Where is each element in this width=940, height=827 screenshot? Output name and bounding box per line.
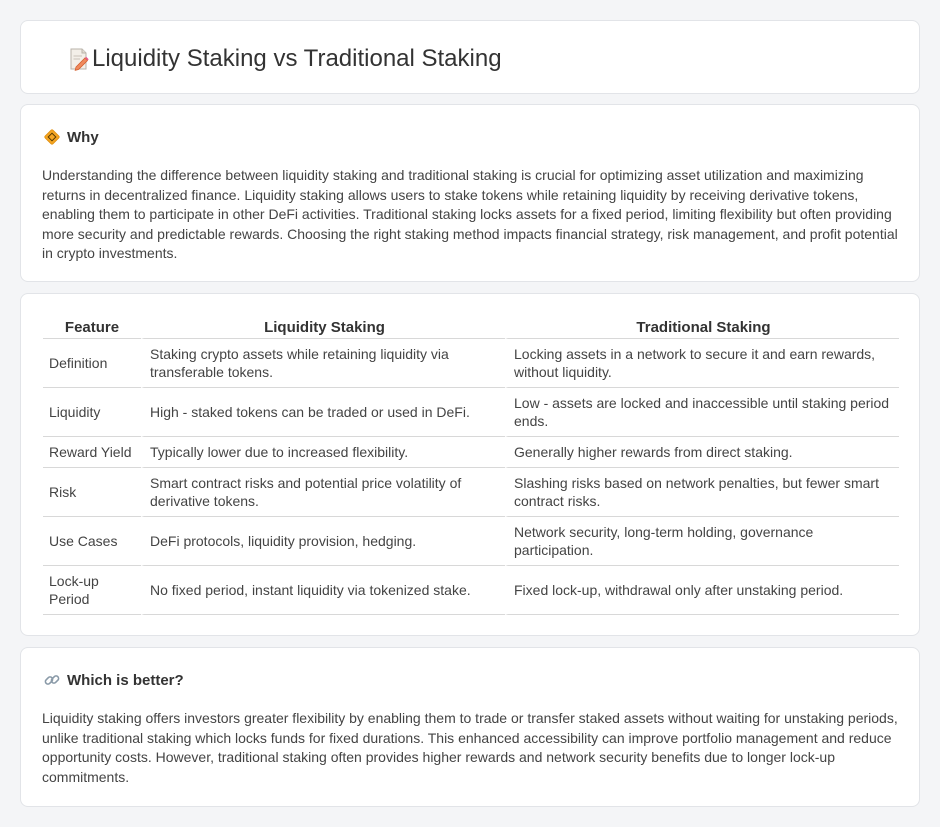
- liquidity-staking-cell: Smart contract risks and potential price volatility of derivative tokens.: [141, 468, 505, 517]
- feature-cell: Reward Yield: [43, 437, 141, 468]
- which-heading: Which is better?: [67, 671, 184, 689]
- which-text: Liquidity staking offers investors greater flexibility by enabling them to trade or transfer staked assets without waiting for unstaking periods, unlike traditional staking which locks funds for fixed durations. This enhanced accessibility can improve portfolio management and reduce opportunity costs. However, traditional staking often provides higher rewards and network security benefits due to longer lock-up commitments.: [42, 710, 898, 785]
- diamond-sign-icon: [43, 128, 61, 146]
- liquidity-staking-cell: Staking crypto assets while retaining liquidity via transferable tokens.: [141, 339, 505, 388]
- traditional-staking-cell: Locking assets in a network to secure it and earn rewards, without liquidity.: [505, 339, 899, 388]
- liquidity-staking-cell: High - staked tokens can be traded or used in DeFi.: [141, 388, 505, 437]
- feature-cell: Lock-up Period: [43, 566, 141, 615]
- traditional-staking-cell: Low - assets are locked and inaccessible until staking period ends.: [505, 388, 899, 437]
- table-header-row: [43, 315, 899, 339]
- table-row: [43, 468, 899, 517]
- feature-cell: Use Cases: [43, 517, 141, 566]
- why-header: [43, 128, 99, 146]
- document-edit-icon: [68, 47, 90, 71]
- table-row: [43, 388, 899, 437]
- page-title: Liquidity Staking vs Traditional Staking: [92, 45, 502, 72]
- table-row: [43, 437, 899, 468]
- why-text: Understanding the difference between liquidity staking and traditional staking is crucial for optimizing asset utilization and maximizing returns in decentralized finance. Liquidity staking allows users to stake tokens while retaining liquidity by receiving derivative tokens, enabling them to participate in other DeFi activities. Traditional staking locks assets for a fixed period, limiting flexibility but often providing more security and predictable rewards. Choosing the right staking method impacts financial strategy, risk management, and profit potential in crypto investments.: [42, 167, 898, 262]
- traditional-staking-cell: Fixed lock-up, withdrawal only after unstaking period.: [505, 566, 899, 615]
- title-card: [20, 20, 920, 94]
- why-heading: Why: [67, 128, 99, 146]
- comparison-section: [20, 293, 920, 636]
- liquidity-staking-cell: DeFi protocols, liquidity provision, hedging.: [141, 517, 505, 566]
- link-icon: [43, 671, 61, 689]
- table-row: [43, 339, 899, 388]
- table-row: [43, 517, 899, 566]
- feature-cell: Liquidity: [43, 388, 141, 437]
- column-header: Liquidity Staking: [141, 315, 505, 339]
- which-section: [20, 647, 920, 807]
- liquidity-staking-cell: No fixed period, instant liquidity via tokenized stake.: [141, 566, 505, 615]
- traditional-staking-cell: Network security, long-term holding, governance participation.: [505, 517, 899, 566]
- why-section: [20, 104, 920, 282]
- column-header: Traditional Staking: [505, 315, 899, 339]
- liquidity-staking-cell: Typically lower due to increased flexibility.: [141, 437, 505, 468]
- feature-cell: Risk: [43, 468, 141, 517]
- traditional-staking-cell: Generally higher rewards from direct staking.: [505, 437, 899, 468]
- table-row: [43, 566, 899, 615]
- comparison-table: [43, 315, 899, 615]
- column-header: Feature: [43, 315, 141, 339]
- feature-cell: Definition: [43, 339, 141, 388]
- traditional-staking-cell: Slashing risks based on network penalties, but fewer smart contract risks.: [505, 468, 899, 517]
- which-header: [43, 671, 184, 689]
